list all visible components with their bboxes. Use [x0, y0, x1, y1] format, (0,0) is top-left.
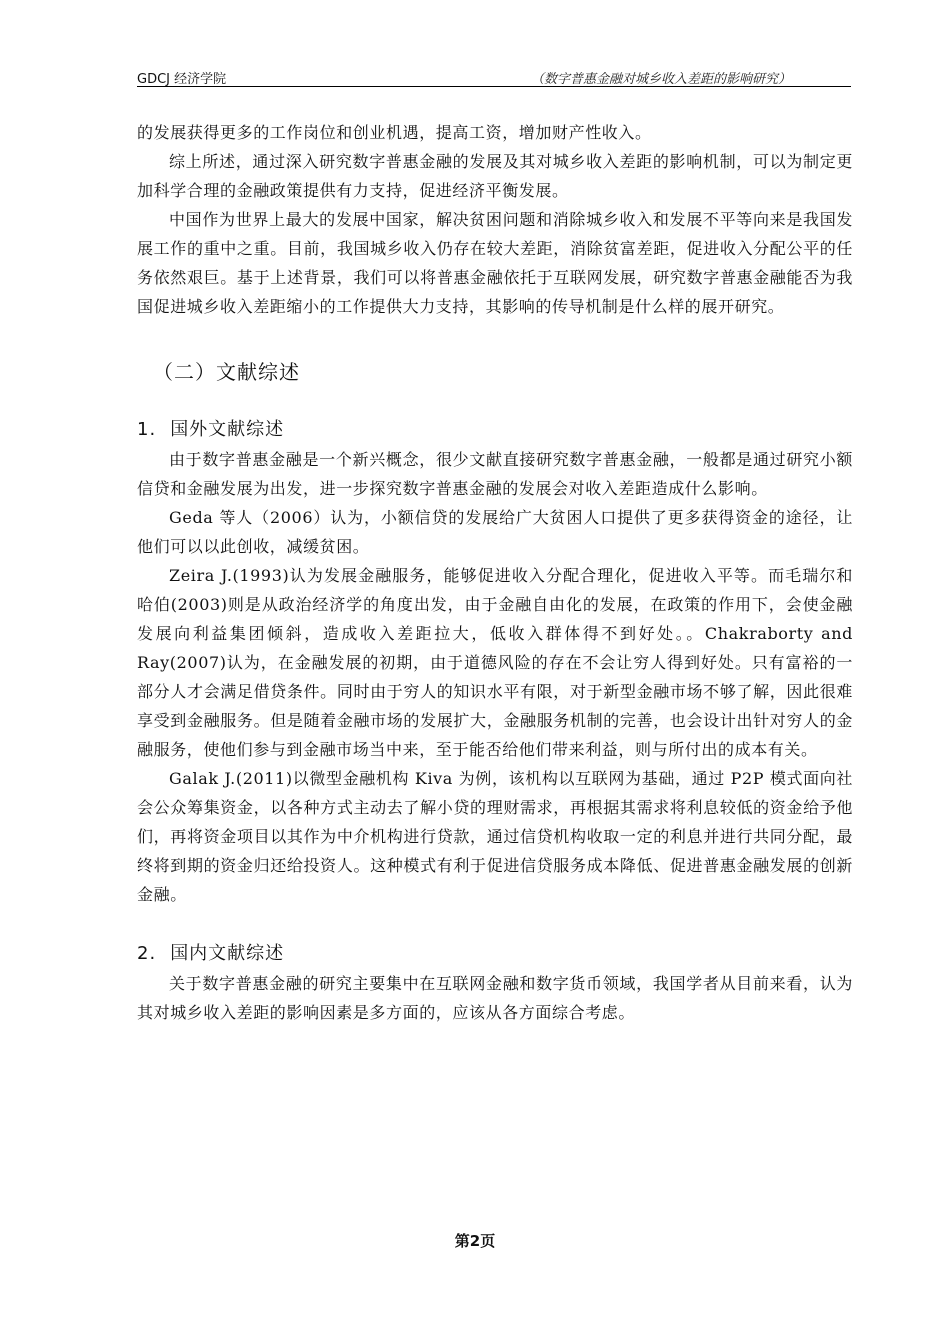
paragraph: 由于数字普惠金融是一个新兴概念，很少文献直接研究数字普惠金融，一般都是通过研究小额信贷和金融发展为出发，进一步探究数字普惠金融的发展会对收入差距造成什么影响。	[137, 450, 853, 498]
paragraph: 中国作为世界上最大的发展中国家，解决贫困问题和消除城乡收入和发展不平等向来是我国发展工作的重中之重。目前，我国城乡收入仍存在较大差距，消除贫富差距，促进收入分配公平的任务依然艰巨。基于上述背景，我们可以将普惠金融依托于互联网发展，研究数字普惠金融能否为我国促进城乡收入差距缩小的工作提供大力支持，其影响的传导机制是什么样的展开研究。	[137, 210, 853, 316]
paragraph: 综上所述，通过深入研究数字普惠金融的发展及其对城乡收入差距的影响机制，可以为制定更加科学合理的金融政策提供有力支持，促进经济平衡发展。	[137, 152, 853, 200]
subsection-title: 国外文献综述	[170, 419, 285, 440]
page-body	[137, 118, 853, 1027]
section-heading: （二）文献综述	[153, 360, 300, 384]
subsection-heading-domestic	[137, 939, 853, 969]
page-header	[137, 66, 851, 87]
paragraph: Zeira J.(1993)认为发展金融服务，能够促进收入分配合理化，促进收入平等。而毛瑞尔和哈伯(2003)则是从政治经济学的角度出发，由于金融自由化的发展，在政策的作用下，会使金融发展向利益集团倾斜，造成收入差距拉大，低收入群体得不到好处。。Chakraborty and Ray(2007)认为，在金融发展的初期，由于道德风险的存在不会让穷人得到好处。只有富裕的一部分人才会满足借贷条件。同时由于穷人的知识水平有限，对于新型金融市场不够了解，因此很难享受到金融服务。但是随着金融市场的发展扩大，金融服务机制的完善，也会设计出针对穷人的金融服务，使他们参与到金融市场当中来，至于能否给他们带来利益，则与所付出的成本有关。	[137, 566, 853, 759]
paragraph: Galak J.(2011)以微型金融机构 Kiva 为例，该机构以互联网为基础，通过 P2P 模式面向社会公众筹集资金，以各种方式主动去了解小贷的理财需求，再根据其需求将利息较低的资金给予他们，再将资金项目以其作为中介机构进行贷款，通过信贷机构收取一定的利息并进行共同分配，最终将到期的资金归还给投资人。这种模式有利于促进信贷服务成本降低、促进普惠金融发展的创新金融。	[137, 769, 853, 904]
subsection-heading-foreign	[137, 415, 853, 445]
header-institution: GDCJ 经济学院	[137, 72, 227, 87]
page-number: 第2页	[454, 1232, 496, 1250]
header-paper-title: （数字普惠金融对城乡收入差距的影响研究）	[530, 72, 791, 87]
subsection-number: 1.	[137, 419, 157, 440]
subsection-title: 国内文献综述	[170, 943, 285, 964]
paragraph: 的发展获得更多的工作岗位和创业机遇，提高工资，增加财产性收入。	[137, 123, 652, 142]
paragraph: Geda 等人（2006）认为，小额信贷的发展给广大贫困人口提供了更多获得资金的途径，让他们可以以此创收，减缓贫困。	[137, 508, 853, 556]
subsection-number: 2.	[137, 943, 157, 964]
paragraph: 关于数字普惠金融的研究主要集中在互联网金融和数字货币领域，我国学者从目前来看，认为其对城乡收入差距的影响因素是多方面的，应该从各方面综合考虑。	[137, 974, 853, 1022]
